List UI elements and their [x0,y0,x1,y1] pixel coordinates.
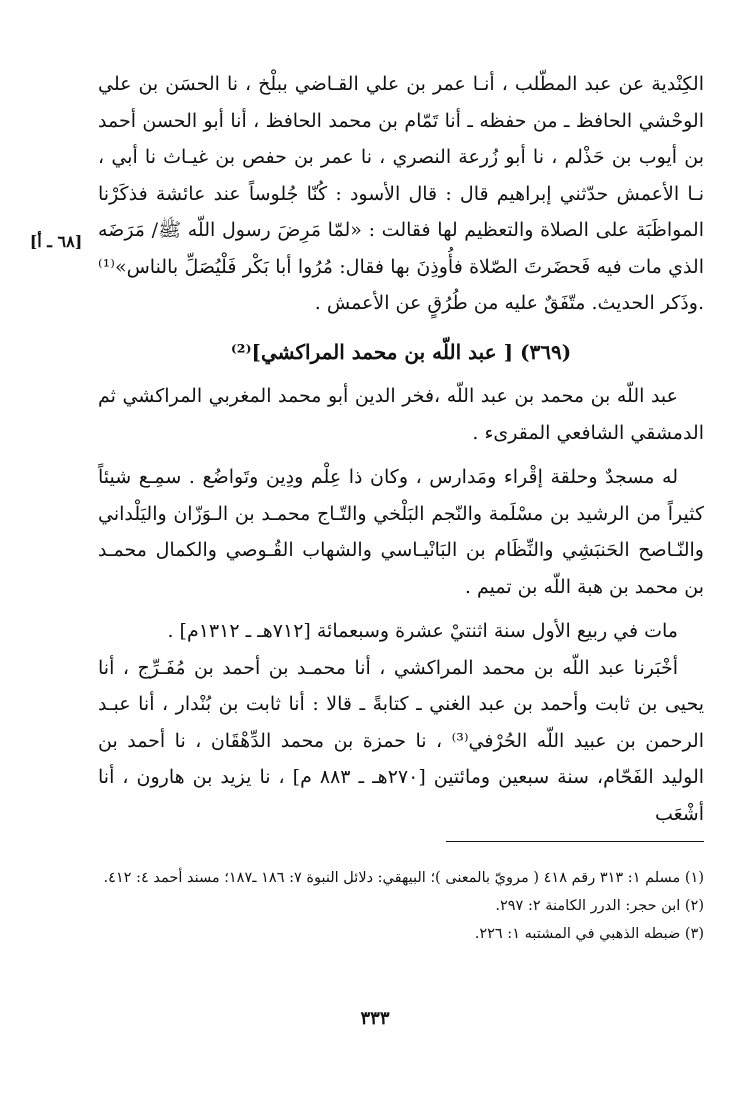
footnote-3: (٣) ضبطه الذهبي في المشتبه ١: ٢٢٦. [474,926,704,942]
folio-margin-note: [٦٨ ـ أ] [29,232,83,251]
biography-name-paragraph: عبد اللّه بن محمد بن عبد اللّه ،فخر الدين أبو محمد المغربي المراكشي ثم الدمشقي الشافعي المقرىء . [98,385,704,444]
text-line: متّفَقٌ عليه من طُرُقٍ عن الأعمش . [314,292,586,314]
text-line: على الصلاة والتعظيم لها فقالت : «لمّا مَرِضَ رسول اللّه ﷺ/ مَرَضَه الذي مات فيه [98,219,704,278]
footnote-1: (١) مسلم ١: ٣١٣ رقم ٤١٨ ( مرويّ بالمعنى )؛ البيهقي: دلائل النبوة ٧: ١٨٦ ـ١٨٧؛ مسند أحمد ٤: ٤١٢. [103,870,704,886]
footnote-2: (٢) ابن حجر: الدرر الكامنة ٢: ٢٩٧. [495,898,704,914]
text-line: الأعمش حدّثني إبراهيم قال : قال الأسود : كُنّا جُلوساً عند عائشة فذكَرْنا المواظَبَة [98,182,705,241]
text-line: الوحْشي الحافظ ـ من حفظه ـ أنا تَمّام بن محمد الحافظ ، أنا أبو الحسن أحمد بن [98,109,704,168]
main-text [98,66,704,832]
death-date-paragraph: مات في ربيع الأول سنة اثنتيْ عشرة وسبعمائة [٧١٢هـ ـ ١٣١٢م] . [167,620,678,642]
text-line: الكِنْدية عن عبد المطّلب ، أنـا عمر بن علي القـاضي ببلْخ ، نا الحسَن بن علي [98,73,704,95]
section-title: (٣٦٩) [ عبد اللّه بن محمد المراكشي]⁽²⁾ [230,339,572,364]
chain-paragraph: أخْبَرنا عبد اللّه بن محمد المراكشي ، أنا محمـد بن أحمد بن مُفَـرِّج ، أنا يحيى بن ثابت وأحمد بن عبد الغني ـ كتابةً ـ قالا : أنا ثابت بن بُنْدار ، أنا عبـد الرحمن بن عبيد اللّه الحُرْفي⁽³⁾ ، نا حمزة بن محمد الدِّهْقَان ، نا أحمد بن الوليد الفَحّام، سنة سبعين ومائتين [٢٧٠هـ ـ ٨٨٣ م] ، نا يزيد بن هارون ، أنا أشْعَب [98,656,705,825]
text-line: فَحضَرتَ الصّلاة فأُوذِنَ بها فقال: مُرُوا أبا بَكْر فَلْيُصَلِّ بالناس»⁽¹⁾ .وذَكر الحديث. [98,255,704,314]
hadith-paragraph [98,66,704,322]
footnotes [88,864,704,948]
footnote-divider [446,841,704,842]
text-line: أيوب بن حَذْلم ، نا أبو زُرعة النصري ، نا عمر بن حفص بن غيـاث نا أبي ، نـا [98,146,704,205]
page-number: ٣٣٣ [360,1008,390,1029]
biography-paragraph: له مسجدٌ وحلقة إقْراء ومَدارس ، وكان ذا عِلْم ودِين وتَواضُع . سمِـع شيئاً كثيراً من الرشيد بن مسْلَمة والنّجم البَلْخي والتّـاج محمـد بن الـوَزّان واليَلْداني والنّـاصح الحَنبَشِي والنِّظَام بن البَانْيـاسي والشهاب القُـوصي والكمال محمـد بن محمد بن هبة اللّه بن تميم . [98,466,704,598]
